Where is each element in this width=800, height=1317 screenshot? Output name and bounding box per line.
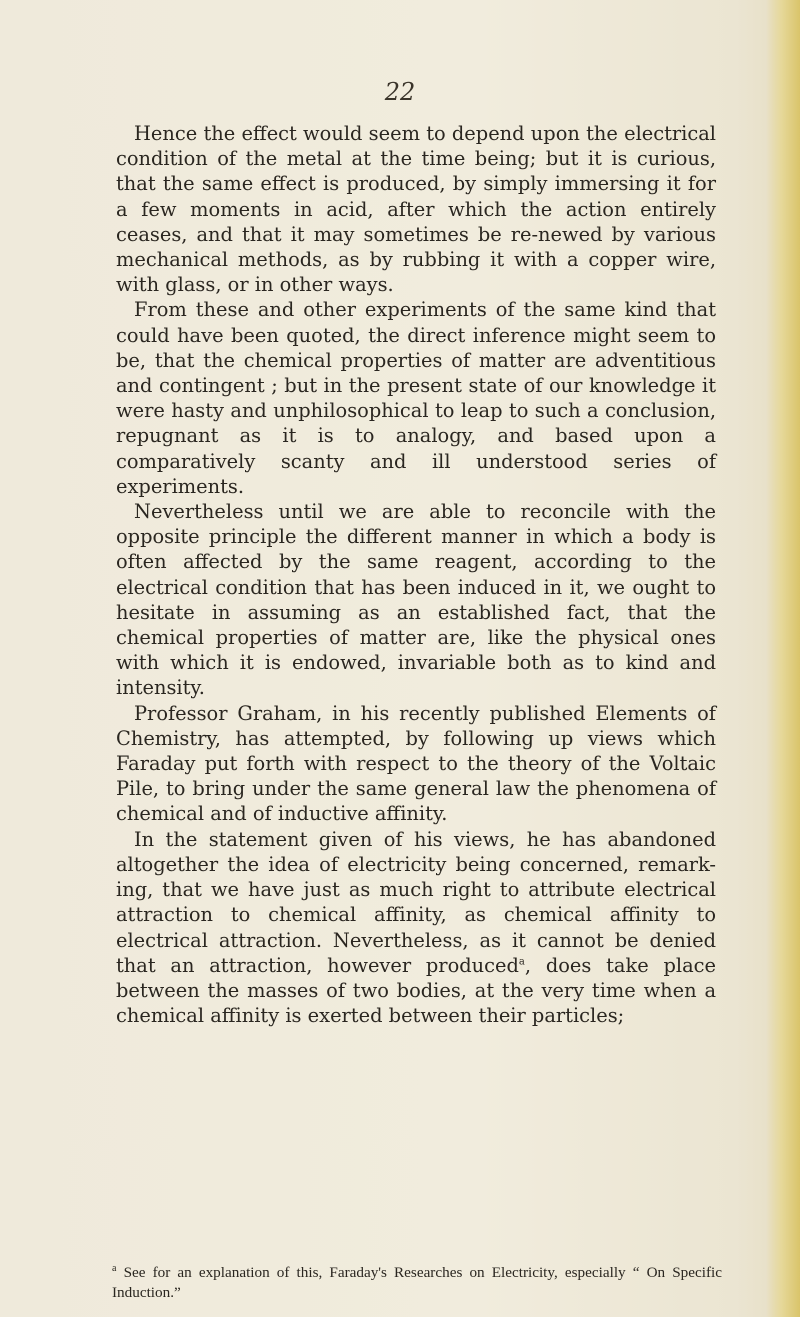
paragraph-5-text-before-ref: In the statement given of his views, he has abandoned altogether the idea of electricity being concerned, remark-ing, that we have just as much right to attribute electrical attraction to chemical affinity, as chemical affinity to electrical attraction. Nevertheless, as it cannot be denied that an attraction, however produced xyxy=(116,827,716,977)
footnote-reference-mark: a xyxy=(518,956,525,968)
footnote-mark: a xyxy=(112,1262,117,1274)
footnote-text: See for an explanation of this, Faraday's Researches on Electricity, especially “ On Specific Induction.” xyxy=(112,1264,722,1301)
paragraph-5-text-after-ref: , does take place between the masses of two bodies, at the very time when a chemical affinity is exerted between their particles; xyxy=(116,953,716,1028)
body-text xyxy=(116,121,716,1028)
paragraph-4: Professor Graham, in his recently published Elements of Chemistry, has attempted, by following up views which Faraday put forth with respect to the theory of the Voltaic Pile, to bring under the same general law the phenomena of chemical and of inductive affinity. xyxy=(116,701,716,826)
page-edge-shading xyxy=(766,0,800,1317)
paragraph-2: From these and other experiments of the same kind that could have been quoted, the direct inference might seem to be, that the chemical properties of matter are adventitious and contingent ; but in the present state of our knowledge it were hasty and unphilosophical to leap to such a conclusion, repugnant as it is to analogy, and based upon a comparatively scanty and ill understood series of experiments. xyxy=(116,298,716,498)
paragraph-3: Nevertheless until we are able to reconcile with the opposite principle the different manner in which a body is often affected by the same reagent, according to the electrical condition that has been induced in it, we ought to hesitate in assuming as an established fact, that the chemical properties of matter are, like the physical ones with which it is endowed, invariable both as to kind and intensity. xyxy=(116,500,716,700)
paragraph-1: Hence the effect would seem to depend upon the electrical condition of the metal at the time being; but it is curious, that the same effect is produced, by simply immersing it for a few moments in acid, after which the action entirely ceases, and that it may sometimes be re-newed by various mechanical methods, as by rubbing it with a copper wire, with glass, or in other ways. xyxy=(116,122,716,297)
paragraph-5 xyxy=(116,827,716,1029)
page-number: 22 xyxy=(384,78,416,106)
footnote xyxy=(112,1263,722,1303)
